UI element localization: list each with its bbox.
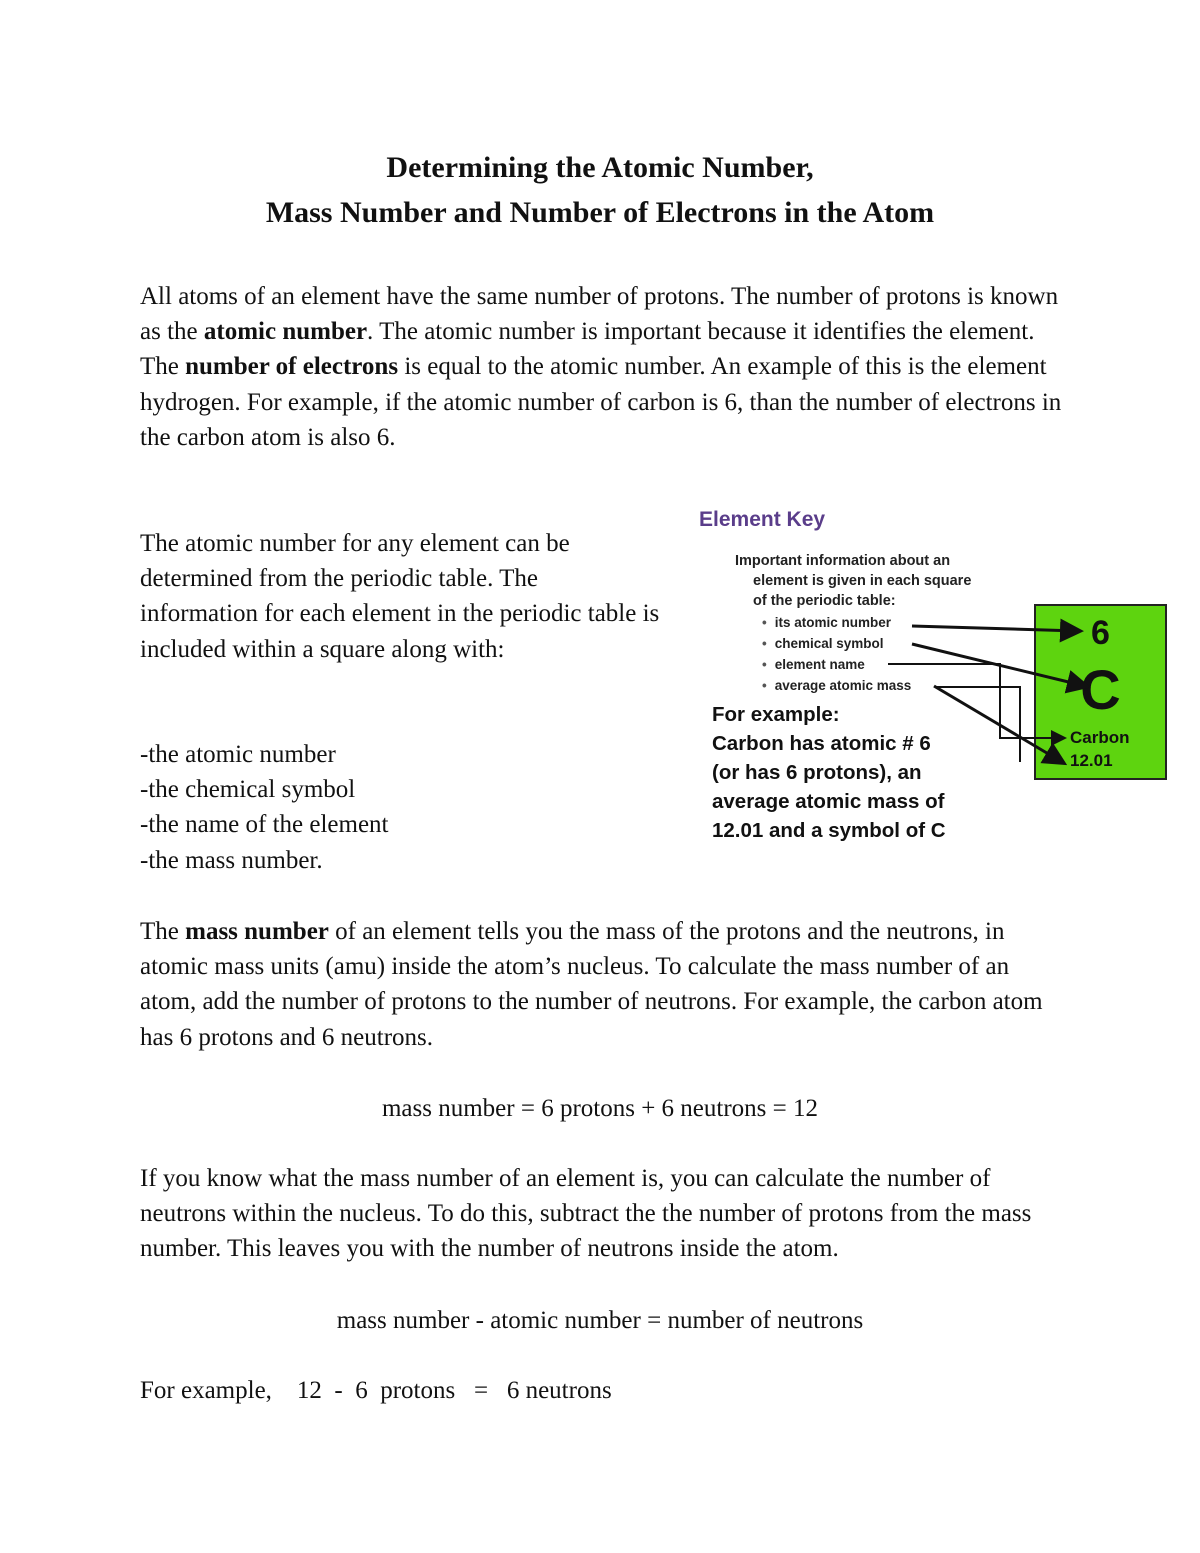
arrow-atomic-number <box>912 626 1078 631</box>
neutron-example: For example, 12 - 6 protons = 6 neutrons <box>140 1377 612 1404</box>
bullet-atomic-number: • its atomic number <box>762 615 892 630</box>
term-mass-number: mass number <box>185 918 329 945</box>
element-key-title: Element Key <box>699 508 826 531</box>
list-item: -the name of the element <box>140 811 389 839</box>
equation-neutrons: mass number - atomic number = number of neutrons <box>336 1307 864 1334</box>
paragraph-periodic-table: The atomic number for any element can be determined from the periodic table. The information for each element in the periodic table is included within a square along with: <box>140 530 660 663</box>
term-number-of-electrons: number of electrons <box>185 353 399 381</box>
bullet-average-atomic-mass: • average atomic mass <box>762 678 912 693</box>
tile-atomic-number: 6 <box>1091 614 1110 652</box>
line-to-mass <box>936 687 1020 762</box>
term-atomic-number: atomic number <box>203 318 368 346</box>
paragraph-atomic-number: All atoms of an element have the same number of protons. The number of protons is known as the atomic number. The atomic number is important because it identifies the element. The number of electrons is equal to the atomic number. An example of this is the element hydrogen. For example, if the atomic number of carbon is 6, than the number of electrons in the carbon atom is also 6. <box>140 283 1062 451</box>
element-info-list <box>140 737 389 878</box>
element-key-example: For example: Carbon has atomic # 6 (or has 6 protons), an average atomic mass of 12.01 and a symbol of C <box>712 703 946 842</box>
list-item: -the chemical symbol <box>140 776 356 804</box>
document-title-line1: Determining the Atomic Number, <box>386 151 814 184</box>
paragraph-neutrons: If you know what the mass number of an element is, you can calculate the number of neutrons within the nucleus. To do this, subtract the the number of protons from the mass number. This leaves you with the number of neutrons inside the atom. <box>140 1165 1032 1263</box>
arrow-atomic-mass <box>934 686 1062 762</box>
tile-atomic-mass: 12.01 <box>1070 751 1113 770</box>
tile-element-name: Carbon <box>1070 728 1130 747</box>
bullet-element-name: • element name <box>762 657 865 672</box>
equation-mass-number: mass number = 6 protons + 6 neutrons = 12 <box>381 1095 818 1122</box>
document-title-line2: Mass Number and Number of Electrons in the Atom <box>265 196 935 229</box>
list-item: -the atomic number <box>140 741 336 768</box>
bullet-chemical-symbol: • chemical symbol <box>762 636 884 651</box>
element-key-intro: Important information about an element is given in each square of the periodic table: <box>735 553 972 609</box>
paragraph-mass-number: The mass number of an element tells you the mass of the protons and the neutrons, in atomic mass units (amu) inside the atom’s nucleus. To calculate the mass number of an atom, add the number of protons to the number of neutrons. For example, the carbon atom has 6 protons and 6 neutrons. <box>140 918 1043 1051</box>
tile-symbol: C <box>1080 658 1121 721</box>
list-item: -the mass number. <box>140 846 323 874</box>
element-key-figure <box>690 504 1180 844</box>
element-key-arrows <box>690 504 1180 844</box>
